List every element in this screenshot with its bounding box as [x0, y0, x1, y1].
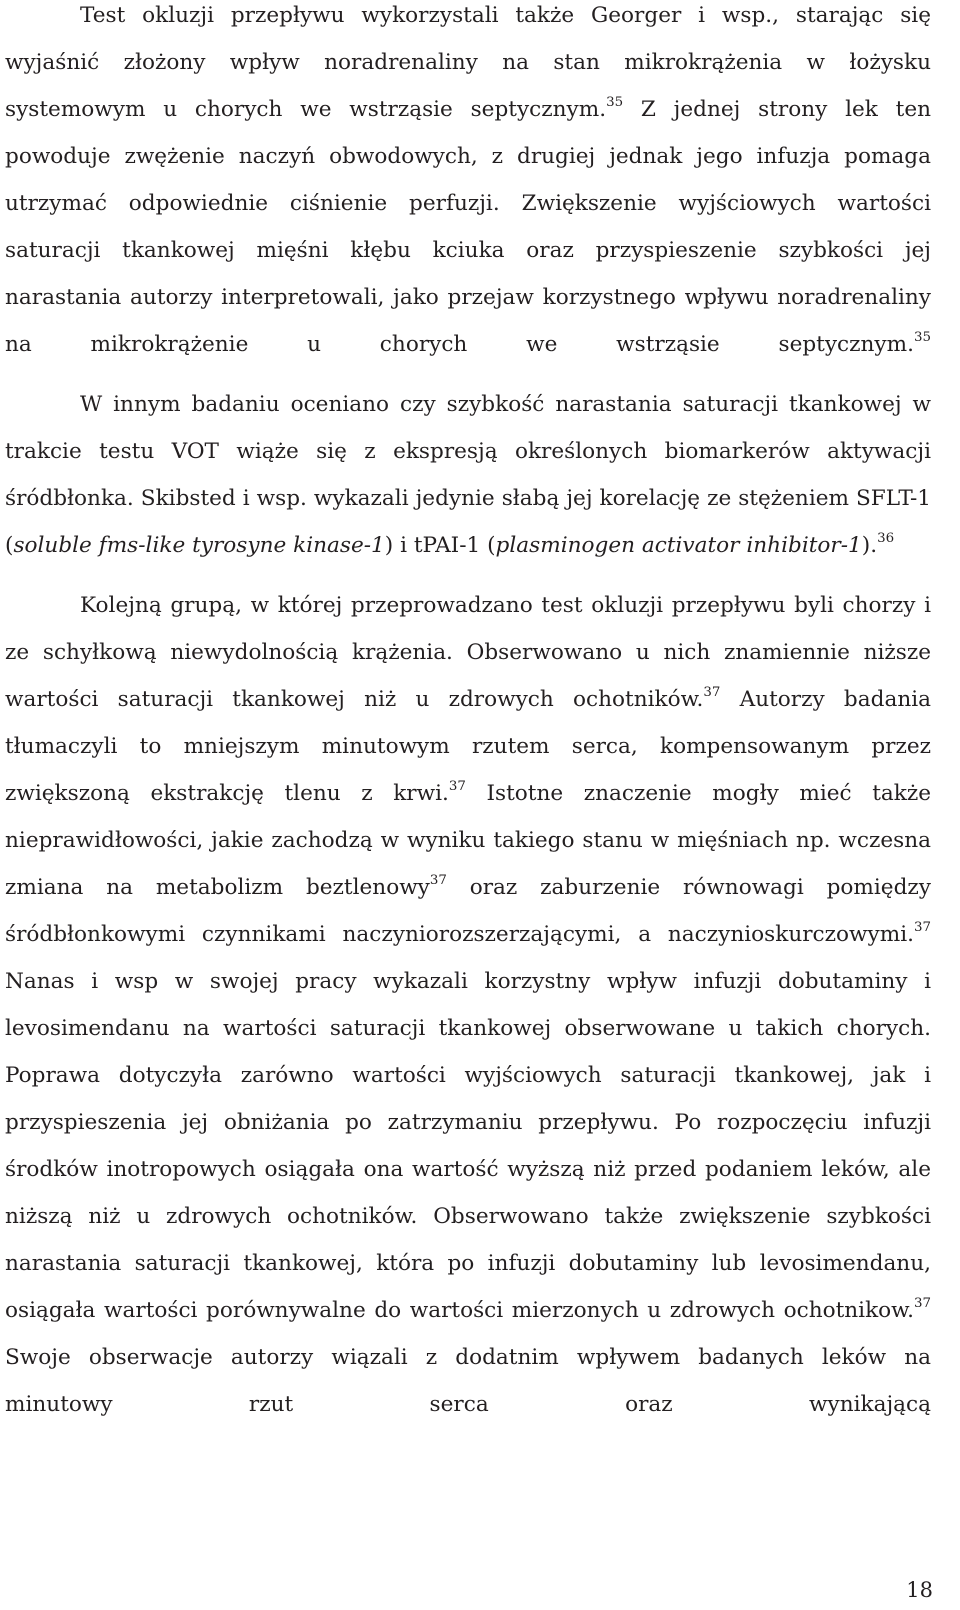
footnote-reference: 37: [913, 1295, 931, 1311]
italic-term: plasminogen activator inhibitor-1: [495, 533, 862, 558]
text-run: Kolejną grupą, w której przeprowadzano test okluzji przepływu byli chorzy i ze schyłkową niewydolnością krążenia. Obserwowano u nich znamiennie niższe wartości saturacji tkankowej niż u zdrowych ochotników.: [5, 593, 931, 712]
text-run: Autorzy badania tłumaczyli to mniejszym minutowym rzutem serca, kompensowanym przez zwiększoną ekstrakcję tlenu z krwi.: [5, 687, 932, 806]
text-run: W innym badaniu oceniano czy szybkość narastania saturacji tkankowej w trakcie testu VOT wiąże się z ekspresją określonych biomarkerów aktywacji śródbłonka. Skibsted i wsp. wykazali jedynie słabą jej korelację ze stężeniem SFLT-1 (: [5, 392, 931, 558]
paragraph: [5, 381, 931, 569]
text-run: Test okluzji przepływu wykorzystali także Georger i wsp., starając się wyjaśnić złożony wpływ noradrenaliny na stan mikrokrążenia w łożysku systemowym u chorych we wstrząsie septycznym.: [5, 3, 931, 122]
text-run: oraz zaburzenie równowagi pomiędzy śródbłonkowymi czynnikami naczyniorozszerzającymi, a naczynioskurczowymi.: [5, 875, 931, 947]
text-run: Swoje obserwacje autorzy wiązali z dodatnim wpływem badanych leków na minutowy rzut serca oraz wynikającą: [5, 1345, 931, 1417]
page-number: 18: [906, 1578, 933, 1602]
footnote-reference: 36: [877, 530, 895, 546]
footnote-reference: 35: [606, 94, 624, 110]
italic-term: soluble fms-like tyrosyne kinase-1: [13, 533, 385, 558]
footnote-reference: 35: [913, 329, 931, 345]
paragraph: [5, 582, 931, 1428]
footnote-reference: 37: [913, 919, 931, 935]
document-page: [5, 0, 931, 1428]
text-run: Z jednej strony lek ten powoduje zwężenie naczyń obwodowych, z drugiej jednak jego infuzja pomaga utrzymać odpowiednie ciśnienie perfuzji. Zwiększenie wyjściowych wartości saturacji tkankowej mięśni kłębu kciuka oraz przyspieszenie szybkości jej narastania autorzy interpretowali, jako przejaw korzystnego wpływu noradrenaliny na mikrokrążenie u chorych we wstrząsie septycznym.: [5, 97, 932, 357]
text-run: Nanas i wsp w swojej pracy wykazali korzystny wpływ infuzji dobutaminy i levosimendanu na wartości saturacji tkankowej obserwowane u takich chorych. Poprawa dotyczyła zarówno wartości wyjściowych saturacji tkankowej, jak i przyspieszenia jej obniżania po zatrzymaniu przepływu. Po rozpoczęciu infuzji środków inotropowych osiągała ona wartość wyższą niż przed podaniem leków, ale niższą niż u zdrowych ochotników. Obserwowano także zwiększenie szybkości narastania saturacji tkankowej, która po infuzji dobutaminy lub levosimendanu, osiągała wartości porównywalne do wartości mierzonych u zdrowych ochotnikow.: [5, 969, 931, 1323]
text-run: Istotne znaczenie mogły mieć także nieprawidłowości, jakie zachodzą w wyniku takiego stanu w mięśniach np. wczesna zmiana na metabolizm beztlenowy: [5, 781, 931, 900]
paragraph: [5, 0, 931, 368]
text-run: ) i tPAI-1 (: [384, 533, 496, 558]
footnote-reference: 37: [429, 872, 447, 888]
footnote-reference: 37: [448, 778, 466, 794]
footnote-reference: 37: [703, 684, 721, 700]
text-run: ).: [861, 533, 878, 558]
